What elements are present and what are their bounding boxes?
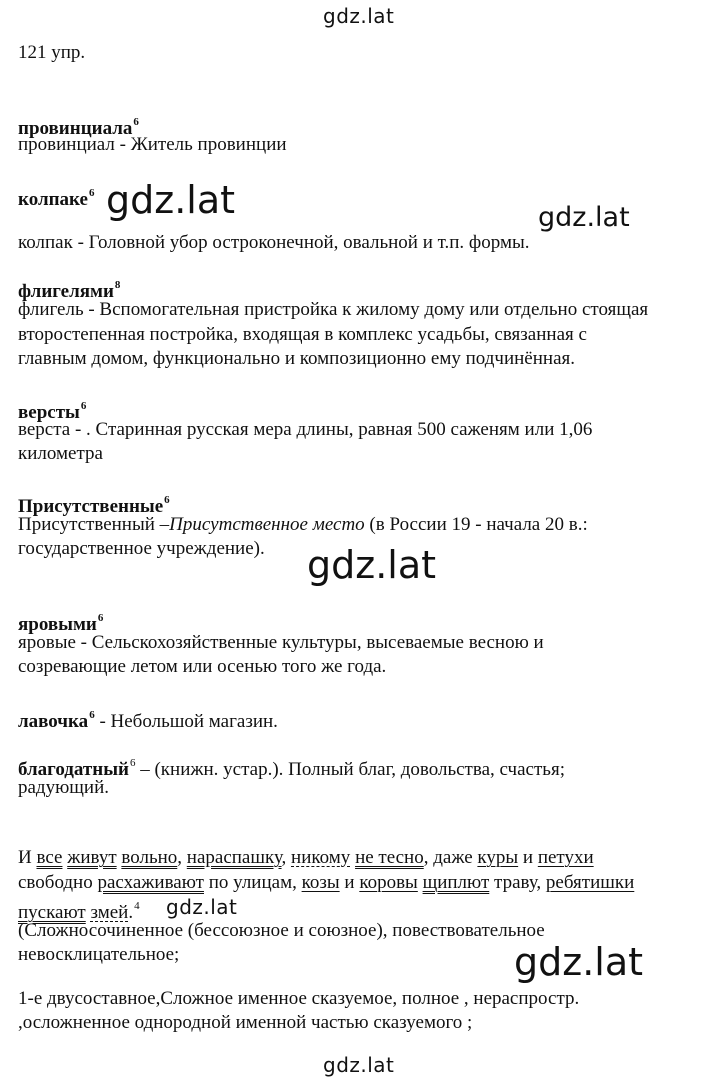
entry-definition: колпак - Головной убор остроконечной, овальной и т.п. формы.: [18, 232, 530, 253]
watermark: gdz.lat: [106, 178, 236, 222]
watermark: gdz.lat: [166, 895, 238, 919]
entry-word: благодатный$^6$ – (книжн. устар.). Полный благ, довольства, счастья;: [18, 757, 565, 780]
predicate: вольно: [121, 847, 178, 868]
predicate: не тесно: [355, 847, 424, 868]
analysis-line: (Сложносочиненное (бессоюзное и союзное), повествовательное: [18, 920, 545, 941]
object: никому: [291, 847, 351, 868]
entry-word: лавочка$^6$ - Небольшой магазин.: [18, 709, 278, 732]
entry-definition: яровые - Сельскохозяйственные культуры, высеваемые весною и: [18, 632, 544, 653]
analysis-line: невосклицательное;: [18, 944, 180, 965]
watermark-bottom: gdz.lat: [323, 1053, 395, 1077]
subject: коровы: [359, 872, 418, 893]
entry-definition: километра: [18, 443, 103, 464]
entry-word: версты$^6$: [18, 400, 87, 423]
predicate: живут: [67, 847, 117, 868]
sentence-line: пускают змей.$^4$: [18, 900, 140, 923]
entry-definition: государственное учреждение).: [18, 538, 265, 559]
predicate: щиплют: [422, 872, 490, 893]
watermark: gdz.lat: [514, 940, 644, 984]
watermark-top: gdz.lat: [323, 4, 395, 28]
entry-definition: Присутственный –Присутственное место (в России 19 - начала 20 в.:: [18, 514, 588, 535]
sentence-line: И все живут вольно, нараспашку, никому не тесно, даже куры и петухи: [18, 847, 594, 868]
object: змей: [90, 902, 129, 923]
predicate: нараспашку: [186, 847, 282, 868]
subject: куры: [477, 847, 519, 868]
entry-word: флигелями$^8$: [18, 279, 121, 302]
entry-definition: верста - . Старинная русская мера длины, равная 500 саженям или 1,06: [18, 419, 593, 440]
subject: ребятишки: [545, 872, 635, 893]
analysis-line: 1-е двусоставное,Сложное именное сказуемое, полное , нераспростр.: [18, 988, 580, 1009]
entry-definition: провинциал - Житель провинции: [18, 134, 287, 155]
entry-definition: созревающие летом или осенью того же года.: [18, 656, 387, 677]
watermark: gdz.lat: [538, 202, 630, 233]
exercise-number: 121 упр.: [18, 42, 86, 63]
entry-word: Присутственные$^6$: [18, 494, 170, 517]
subject: петухи: [537, 847, 594, 868]
entry-definition: радующий.: [18, 777, 110, 798]
entry-definition: второстепенная постройка, входящая в комплекс усадьбы, связанная с: [18, 324, 587, 345]
subject: козы: [301, 872, 340, 893]
analysis-line: ,осложненное однородной именной частью сказуемого ;: [18, 1012, 473, 1033]
predicate: пускают: [18, 902, 86, 923]
sentence-line: свободно расхаживают по улицам, козы и коровы щиплют траву, ребятишки: [18, 872, 635, 893]
watermark: gdz.lat: [307, 543, 437, 587]
entry-word: колпаке$^6$: [18, 187, 95, 210]
predicate: расхаживают: [97, 872, 204, 893]
entry-definition: главным домом, функционально и композиционно ему подчинённая.: [18, 348, 576, 369]
predicate: все: [36, 847, 63, 868]
entry-word: провинциала$^6$: [18, 116, 139, 139]
entry-word: яровыми$^6$: [18, 612, 104, 635]
entry-definition: флигель - Вспомогательная пристройка к жилому дому или отдельно стоящая: [18, 299, 649, 320]
